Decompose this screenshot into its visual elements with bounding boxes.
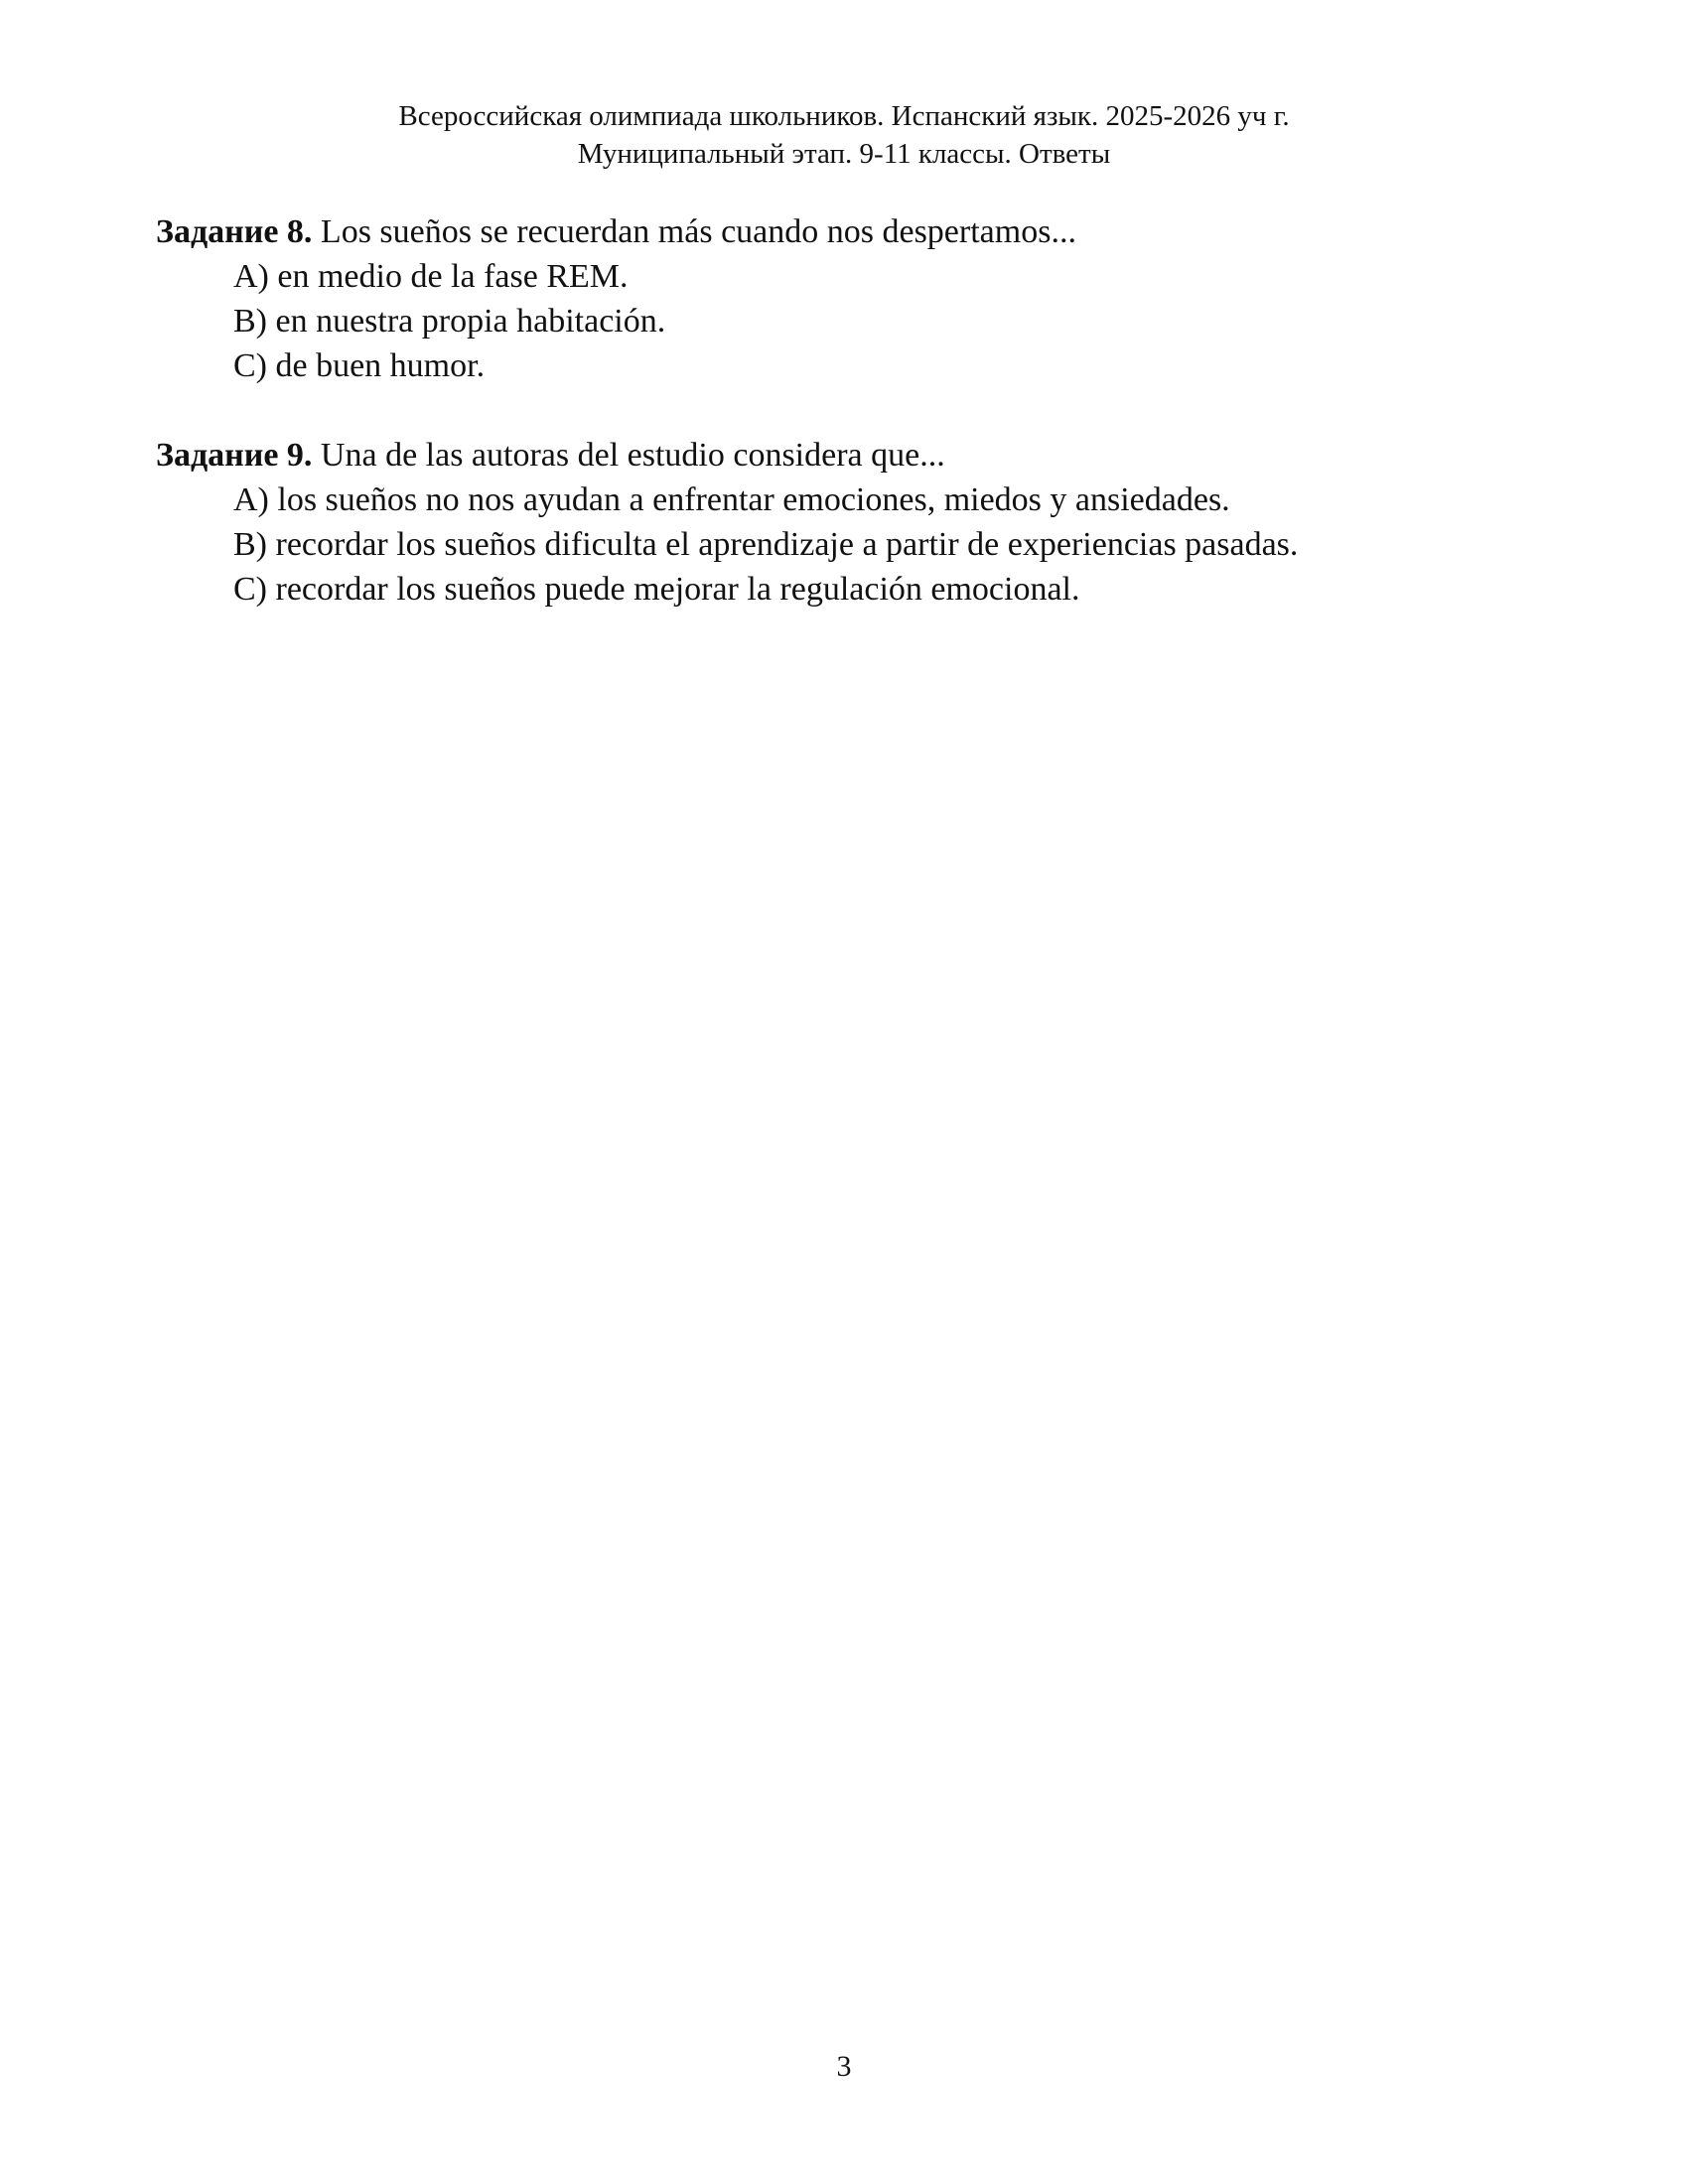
task-9-question-text: Una de las autoras del estudio considera que... <box>312 437 945 474</box>
task-9-option-a: A) los sueños no nos ayudan a enfrentar emociones, miedos y ansiedades. <box>233 481 1230 518</box>
task-9-option-c: C) recordar los sueños puede mejorar la regulación emocional. <box>233 571 1080 608</box>
tasks-content <box>156 209 1566 656</box>
task-8-option-b: B) en nuestra propia habitación. <box>233 303 666 340</box>
task-8-options <box>156 254 1566 388</box>
header-line-2: Муниципальный этап. 9-11 классы. Ответы <box>577 138 1111 170</box>
task-8-question <box>156 209 1566 254</box>
page-number: 3 <box>836 2050 852 2083</box>
task-9-label: Задание 9. <box>156 437 313 474</box>
task-9-question <box>156 433 1566 478</box>
page-header <box>0 97 1688 173</box>
task-8-label: Задание 8. <box>156 213 313 250</box>
header-line-1: Всероссийская олимпиада школьников. Испанский язык. 2025-2026 уч г. <box>398 100 1290 132</box>
task-8-option-a: A) en medio de la fase REM. <box>233 258 629 295</box>
task-8 <box>156 209 1566 388</box>
task-9 <box>156 433 1566 612</box>
task-8-question-text: Los sueños se recuerdan más cuando nos despertamos... <box>312 213 1076 250</box>
task-9-option-b: B) recordar los sueños dificulta el aprendizaje a partir de experiencias pasadas. <box>233 526 1299 563</box>
task-8-option-c: C) de buen humor. <box>233 347 486 384</box>
task-9-options <box>156 478 1566 612</box>
